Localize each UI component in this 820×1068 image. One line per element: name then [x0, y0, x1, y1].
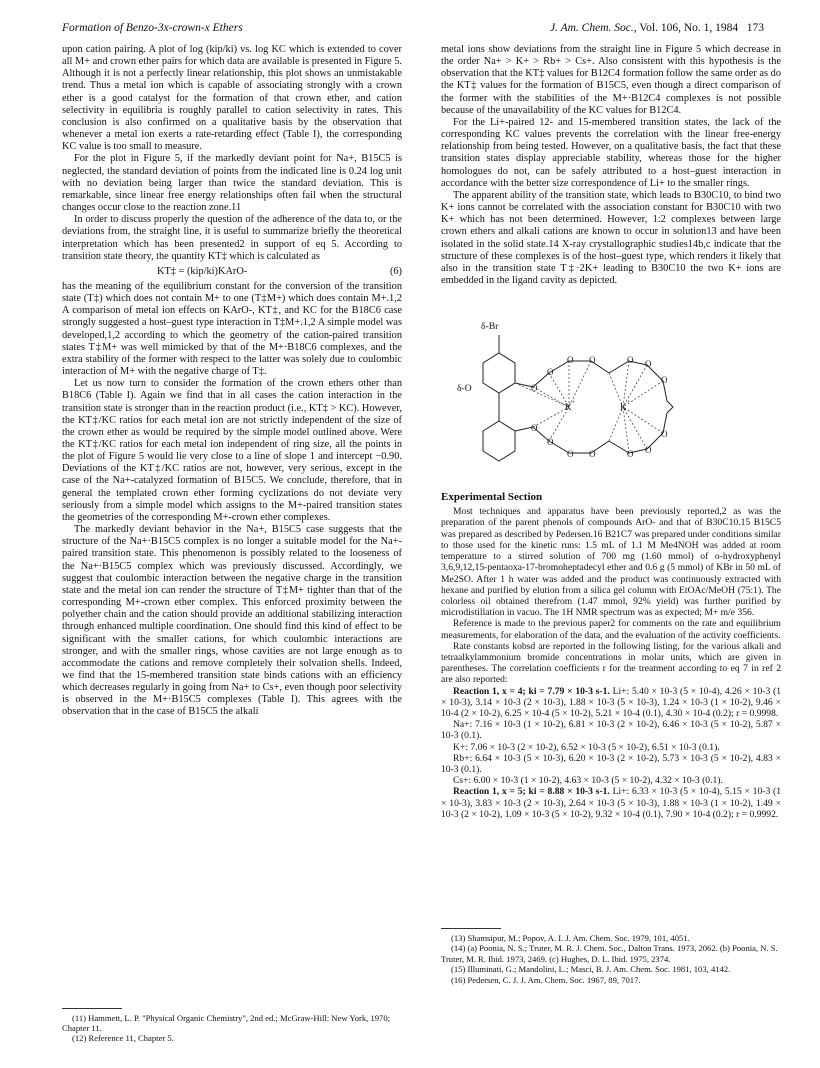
paragraph: has the meaning of the equilibrium constant for the conversion of the transition state (T‡) which does not contain M+ to one (T‡M+) which does contain M+.1,2 A comparison of metal ion effects on KArO-, KT‡, and KC for the B18C6 case strongly suggested a host–guest type interaction in T‡M+.1,2 A simple model was developed,1,2 according to which the geometry of the cation-paired transition states T‡M+ was well mimicked by that of the M+·B18C6 complexes, and the extra stability of the former with respect to the latter was solely due to coulombic interaction of M+ with the negative charge of T‡. [62, 280, 402, 378]
footnote-13: (13) Shamsipur, M.; Popov, A. I. J. Am. Chem. Soc. 1979, 101, 4051. [451, 933, 690, 943]
journal-volume: Vol. 106, No. 1, 1984 [639, 22, 739, 34]
svg-text:O: O [645, 445, 652, 456]
data-entry [441, 686, 781, 720]
paragraph: Let us now turn to consider the formation of the crown ethers other than B18C6 (Table I). Again we find that in all cases the cation interaction in the transition state is stronger than in the reaction product (i.e., KT‡ > KC). However, the KT‡/KC ratios for each metal ion are not strictly independent of the size of the crown ether as would be required by the simple model outlined above. Were the KT‡/KC ratios for each metal ion independent of ring size, all the points in the plot of Figure 5 would lie very close to a line of slope 1 and intercept −0.90. Deviations of the KT‡/KC ratios are not, however, very serious, except in the case of the Na+-catalyzed formation of B15C5. We conclude, therefore, that in general the templated crown ether forming cyclizations do not deviate very seriously from a simple model which assigns to the M+-paired transition states the geometries of the corresponding M+-crown ether complexes. [62, 378, 402, 523]
paragraph: The markedly deviant behavior in the Na+, B15C5 case suggests that the structure of the Na+·B15C5 complex is no longer a suitable model for the Na+-paired transition state. This phenomenon is possibly related to the looseness of the Na+·B15C5 complex which was previously discussed. Accordingly, we suggest that coulombic interaction between the negative charge in the transition state and the metal ion can render the structure of T‡M+ tighter than that of the corresponding M+-crown ether complex. This enforced proximity between the polyether chain and the cation should provide an additional stabilizing interaction through enhanced multiple coordination. One should find this kind of effect to be significant with the smaller cations, for which coulombic interactions are stronger, and with the smaller rings, whose cavities are not large enough as to accommodate the cations and remove completely their solvation shells. Indeed, we find that the 15-membered transition state binds cations with an efficiency which decreases regularly in going from Na+ to Cs+, even though poor selectivity is observed in the M+·B15C5 complexes (Table I). This agrees with the observation that in the case of B15C5 the alkali [62, 524, 402, 718]
footnote-14: (14) (a) Poonia, N. S.; Truter, M. R. J. Chem. Soc., Dalton Trans. 1973, 2062. (b) Poonia, N. S. Truter, M. R. Ibid. 1973, 2469. (c) Hughes, D. L. Ibid. 1975, 2374. [441, 943, 778, 964]
paragraph: Most techniques and apparatus have been previously reported,2 as was the preparation of the parent phenols of compounds ArO- and that of B30C10.15 B15C5 was prepared as described by Pedersen.16 B21C7 was prepared under conditions similar to those used for the kinetic runs: 1.5 mL of 1.1 M Me4NOH was added at room temperature to a stirred solution of 700 mg (1.60 mmol) of o-hydroxyphenyl 3,6,9,12,15-pentaoxa-17-bromoheptadecyl ether and 0.6 g (5 mmol) of KBr in 50 mL of Me2SO. After 1 h water was added and the product was continuously extracted with hexane and purified by elution from a silica gel column with EtOAc/MeOH (75:1). The colorless oil obtained therefrom (1.47 mmol, 92% yield) was further purified by microdistillation in vacuo. The 1H NMR spectrum was as expected; M+ m/e 356. [441, 506, 781, 619]
reaction-heading: Reaction 1, x = 5; ki = 8.88 × 10-3 s-1. [453, 786, 610, 798]
svg-text:O: O [627, 449, 634, 460]
paragraph: In order to discuss properly the question of the adherence of the data to, or the deviations from, the straight line, it is useful to summarize briefly the theoretical interpretation which has been presented2 in support of eq 5. According to transition state theory, the quantity KT‡ which is calculated as [62, 214, 402, 262]
svg-text:O: O [589, 355, 596, 366]
right-column [441, 44, 781, 820]
svg-text:K: K [565, 402, 572, 413]
footnote-15: (15) Illuminati, G.; Mandolini, L.; Masci, B. J. Am. Chem. Soc. 1981, 103, 4142. [451, 964, 731, 975]
svg-text:O: O [661, 375, 668, 386]
footnotes-left [62, 1008, 402, 1043]
paragraph: For the Li+-paired 12- and 15-membered transition states, the lack of the corresponding KC values prevents the correlation with the linear free-energy relationship from being tested. However, on a qualitative basis, the fact that these transition states display appreciable stability, whereas those for the higher homologues do not, can be safely attributed to a host–guest interaction in accordance with the better size correspondence of Li+ to the smaller rings. [441, 116, 781, 189]
svg-text:+: + [572, 400, 576, 407]
footnote-rule [62, 1008, 122, 1009]
data-value: Li+: 6.33 × 10-3 (5 × 10-4), 5.15 × 10-3 (1 × 10-3), 3.83 × 10-3 (2 × 10-3), 2.64 × 10-3 (5 × 10-3), 1.88 × 10-3 (1 × 10-2), 1.49 × 10-3 (2 × 10-2), 1.09 × 10-3 (5 × 10-2), 9.32 × 10-4 (0.1), 7.90 × 10-4 (0.2); r = 0.9992. [441, 786, 781, 820]
svg-text:O: O [627, 355, 634, 366]
data-entry: Na+: 7.16 × 10-3 (1 × 10-2), 6.81 × 10-3 (2 × 10-2), 6.46 × 10-3 (5 × 10-2), 5.87 × 10-3 (0.1). [441, 719, 781, 742]
footnotes-right [441, 928, 781, 985]
transition-state-structure [441, 291, 781, 481]
paragraph: Rate constants kobsd are reported in the following listing, for the various alkali and tetraalkylammonium bromide concentrations in molar units, which are given in parentheses. The correlation coefficients r for the treatment according to eq 7 in ref 2 are also reported: [441, 640, 781, 686]
svg-text:O: O [645, 359, 652, 370]
running-header [62, 22, 764, 38]
data-entry: Cs+: 6.00 × 10-3 (1 × 10-2), 4.63 × 10-3 (5 × 10-2), 4.32 × 10-3 (0.1). [453, 775, 723, 787]
phenoxide-label: δ-O [457, 383, 472, 395]
footnote-12: (12) Reference 11, Chapter 5. [72, 1033, 174, 1043]
data-entry [441, 786, 781, 820]
svg-text:K: K [620, 402, 627, 413]
page-number: 173 [746, 22, 764, 34]
svg-text:O: O [531, 423, 538, 434]
footnote-11: (11) Hammett, L. P. "Physical Organic Chemistry", 2nd ed.; McGraw-Hill: New York, 1970; Chapter 11. [62, 1013, 391, 1033]
svg-text:O: O [547, 367, 554, 378]
equation-body: KT‡ = (kip/ki)KArO- [157, 265, 248, 277]
svg-text:O: O [567, 449, 574, 460]
equation-number: (6) [389, 265, 402, 277]
paragraph: The apparent ability of the transition state, which leads to B30C10, to bind two K+ ions cannot be correlated with the association constant for B30C10 with two K+ which has not been determined. However, 1:2 complexes between large crown ethers and alkali cations are known to occur in solution13 and have been isolated in the solid state.14 X-ray crystallographic studies14b,c indicate that the structure of these complexes is of the host–guest type, which renders it likely that also in the transition state T‡·2K+ leading to B30C10 the two K+ ions are embedded in the ligand cavity as depicted. [441, 189, 781, 286]
crown-ether-drawing [441, 291, 781, 481]
footnote-rule [441, 928, 501, 929]
section-title: Experimental Section [441, 491, 543, 504]
svg-text:O: O [531, 383, 538, 394]
svg-text:O: O [547, 437, 554, 448]
journal-name: J. Am. Chem. Soc., [549, 22, 637, 34]
paragraph: For the plot in Figure 5, if the markedly deviant point for Na+, B15C5 is neglected, the standard deviation of points from the indicated line is 0.24 log unit with no deviation being larger than twice the standard deviation. This is remarkable, since linear free energy relationships often fail when the structural changes occur close to the reaction zone.11 [62, 153, 402, 214]
svg-text:+: + [627, 400, 631, 407]
svg-text:O: O [589, 449, 596, 460]
bromide-label: δ-Br [481, 321, 499, 333]
svg-text:O: O [661, 429, 668, 440]
data-entry: K+: 7.06 × 10-3 (2 × 10-2), 6.52 × 10-3 (5 × 10-2), 6.51 × 10-3 (0.1). [453, 741, 720, 753]
journal-citation [550, 22, 764, 34]
reaction-heading: Reaction 1, x = 4; ki = 7.79 × 10-3 s-1. [453, 685, 610, 697]
data-entry: Rb+: 6.64 × 10-3 (5 × 10-3), 6.20 × 10-3 (2 × 10-2), 5.73 × 10-3 (5 × 10-2), 4.83 × 10-3 (0.1). [441, 752, 781, 775]
svg-text:O: O [567, 355, 574, 366]
paragraph: upon cation pairing. A plot of log (kip/ki) vs. log KC which is extended to cover all M+ and crown ether pairs for which data are available is presented in Figure 5. Although it is not a perfectly linear relationship, this plot shows an unmistakable trend. Thus a metal ion which is capable of associating strongly with a crown ether is a good catalyst for the formation of that crown ether, and cation selectivity in equilibria is roughly parallel to cation selectivity in rates. This conclusion is also confirmed on a qualitative basis by the observation that whenever a metal ion exerts a rate-retarding effect (Table I), the corresponding KC value is too small to measure. [62, 44, 402, 153]
paragraph: Reference is made to the previous paper2 for comments on the rate and equilibrium measurements, for elaboration of the data, and the evaluation of the activity coefficients. [441, 618, 781, 641]
equation-6 [62, 266, 402, 278]
left-column [62, 44, 402, 719]
footnote-16: (16) Pedersen, C. J. J. Am. Chem. Soc. 1967, 89, 7017. [451, 974, 641, 985]
data-value: Li+: 5.40 × 10-3 (5 × 10-4), 4.26 × 10-3 (1 × 10-3), 3.14 × 10-3 (2 × 10-3), 1.88 × 10-3 (5 × 10-3), 1.24 × 10-3 (1 × 10-2), 9.46 × 10-4 (2 × 10-2), 6.25 × 10-4 (5 × 10-2), 5.21 × 10-4 (0.1), 4.30 × 10-4 (0.2); r = 0.9998. [441, 685, 781, 719]
paragraph: metal ions show deviations from the straight line in Figure 5 which decrease in the order Na+ > K+ > Rb+ > Cs+. Also consistent with this hypothesis is the observation that the KT‡ values for B12C4 formation follow the same order as do the KT‡ values for the formation of B15C5, even though a direct comparison of the former with the stabilities of the M+·B12C4 complexes is not possible because of the unavailability of the KC values for B12C4. [441, 44, 781, 116]
running-title: Formation of Benzo-3x-crown-x Ethers [62, 22, 243, 34]
